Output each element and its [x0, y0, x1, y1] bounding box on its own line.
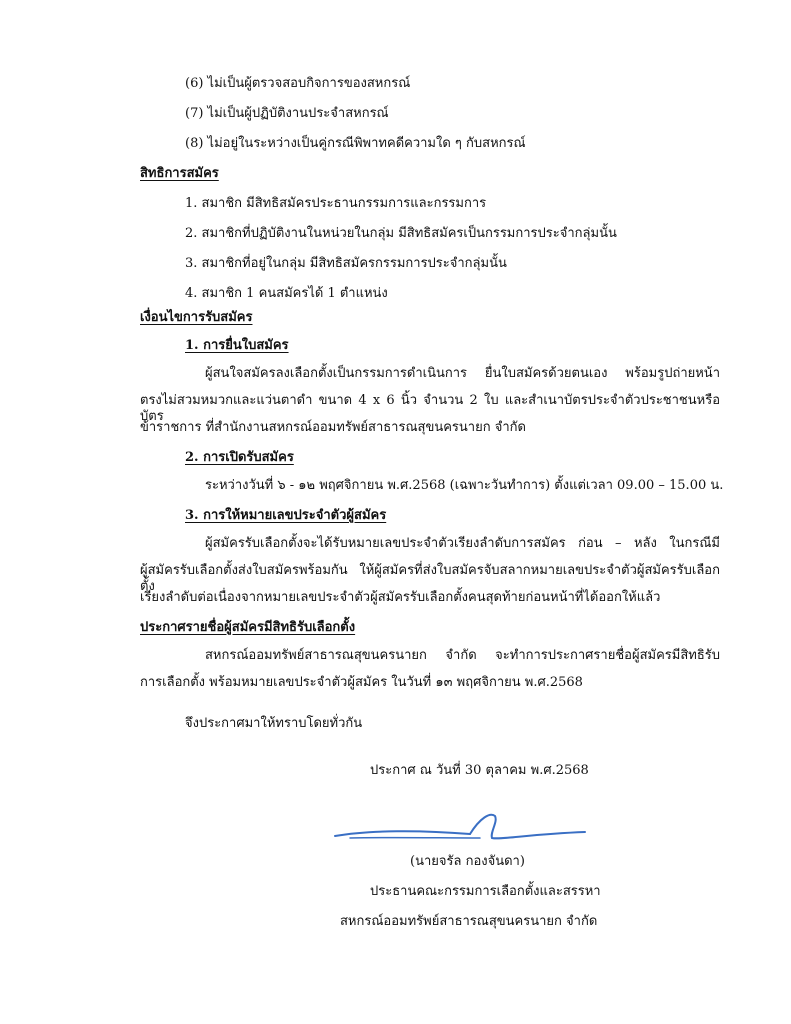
signatory-organization: สหกรณ์ออมทรัพย์สาธารณสุขนครนายก จำกัด: [340, 914, 598, 929]
disqualification-item-6: (6) ไม่เป็นผู้ตรวจสอบกิจการของสหกรณ์: [185, 76, 411, 91]
announcement-heading: ประกาศรายชื่อผู้สมัครมีสิทธิรับเลือกตั้ง: [140, 620, 356, 635]
handwritten-signature: [330, 808, 590, 848]
conditions-heading: เงื่อนไขการรับสมัคร: [140, 310, 253, 325]
disqualification-item-8: (8) ไม่อยู่ในระหว่างเป็นคู่กรณีพิพาทคดีความใด ๆ กับสหกรณ์: [185, 136, 526, 151]
section-2-title: 2. การเปิดรับสมัคร: [185, 450, 294, 465]
section-1-line-1: ผู้สนใจสมัครลงเลือกตั้งเป็นกรรมการดำเนินการ ยื่นใบสมัครด้วยตนเอง พร้อมรูปถ่ายหน้า: [205, 366, 720, 381]
announcement-line-1: สหกรณ์ออมทรัพย์สาธารณสุขนครนายก จำกัด จะทำการประกาศรายชื่อผู้สมัครมีสิทธิรับ: [205, 648, 720, 663]
section-3-line-3: เรียงลำดับต่อเนื่องจากหมายเลขประจำตัวผู้สมัครรับเลือกตั้งคนสุดท้ายก่อนหน้าที่ได้ออกให้แล้ว: [140, 590, 661, 605]
section-3-line-1: ผู้สมัครรับเลือกตั้งจะได้รับหมายเลขประจำตัวเรียงลำดับการสมัคร ก่อน – หลัง ในกรณีมี: [205, 536, 720, 551]
section-3-line-2: ผู้สมัครรับเลือกตั้งส่งใบสมัครพร้อมกัน ให้ผู้สมัครที่ส่งใบสมัครจับสลากหมายเลขประจำตัวผู้สมัครรับเลือกตั้ง: [140, 563, 720, 594]
rights-heading: สิทธิการสมัคร: [140, 166, 219, 181]
rights-item-3: 3. สมาชิกที่อยู่ในกลุ่ม มีสิทธิสมัครกรรมการประจำกลุ่มนั้น: [185, 256, 507, 271]
announcement-date: ประกาศ ณ วันที่ 30 ตุลาคม พ.ศ.2568: [370, 763, 589, 778]
section-3-title: 3. การให้หมายเลขประจำตัวผู้สมัคร: [185, 508, 387, 523]
signatory-name: (นายจรัล กองจันดา): [410, 854, 525, 869]
rights-item-4: 4. สมาชิก 1 คนสมัครได้ 1 ตำแหน่ง: [185, 286, 388, 301]
disqualification-item-7: (7) ไม่เป็นผู้ปฏิบัติงานประจำสหกรณ์: [185, 106, 389, 121]
signatory-title: ประธานคณะกรรมการเลือกตั้งและสรรหา: [370, 884, 601, 899]
section-2-line: ระหว่างวันที่ ๖ - ๑๒ พฤศจิกายน พ.ศ.2568 (เฉพาะวันทำการ) ตั้งแต่เวลา 09.00 – 15.00 น.: [205, 478, 724, 493]
rights-item-2: 2. สมาชิกที่ปฏิบัติงานในหน่วยในกลุ่ม มีสิทธิสมัครเป็นกรรมการประจำกลุ่มนั้น: [185, 226, 617, 241]
section-1-line-2: ตรงไม่สวมหมวกและแว่นตาดำ ขนาด 4 x 6 นิ้ว จำนวน 2 ใบ และสำเนาบัตรประจำตัวประชาชนหรือบัตร: [140, 393, 720, 424]
closing-statement: จึงประกาศมาให้ทราบโดยทั่วกัน: [185, 716, 363, 731]
section-1-title: 1. การยื่นใบสมัคร: [185, 338, 289, 353]
section-1-line-3: ข้าราชการ ที่สำนักงานสหกรณ์ออมทรัพย์สาธารณสุขนครนายก จำกัด: [140, 420, 526, 435]
rights-item-1: 1. สมาชิก มีสิทธิสมัครประธานกรรมการและกรรมการ: [185, 196, 487, 211]
announcement-line-2: การเลือกตั้ง พร้อมหมายเลขประจำตัวผู้สมัคร ในวันที่ ๑๓ พฤศจิกายน พ.ศ.2568: [140, 675, 583, 690]
